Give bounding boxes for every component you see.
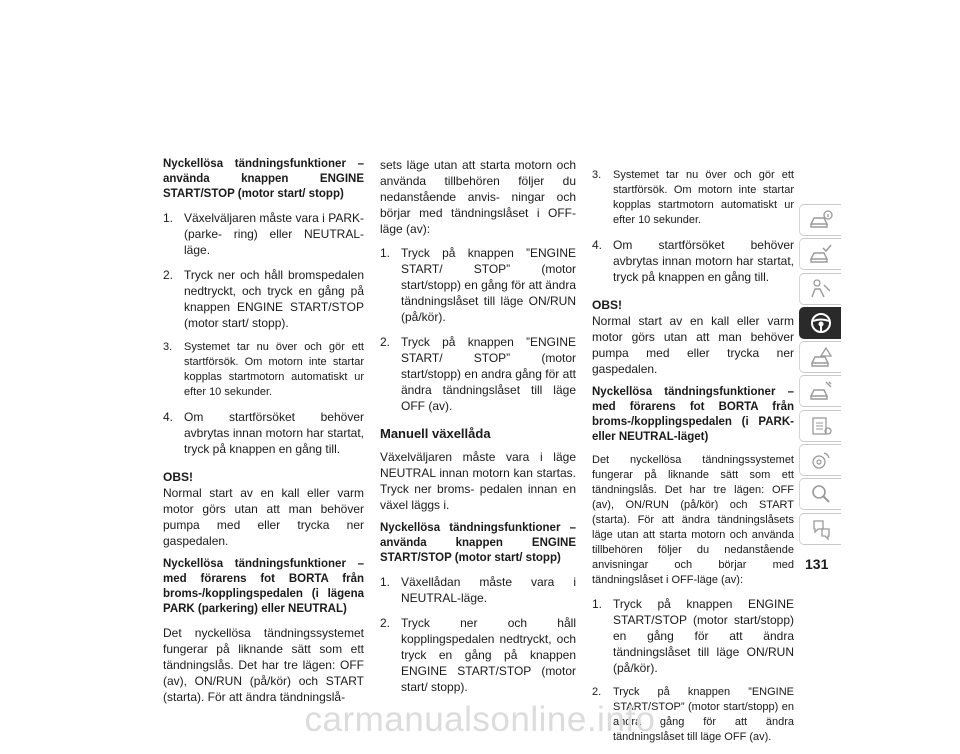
tab-multimedia[interactable] [799, 444, 841, 476]
list-item: 3. Systemet tar nu över och gör ett startförsök. Om motorn inte startar kopplas startmotorn automatiskt ur efter 10 sekunder. [592, 169, 794, 226]
specifications-icon [808, 414, 834, 438]
magnifier-icon [808, 482, 834, 506]
list-item: 2. Tryck på knappen ”ENGINE START/STOP” (motor start/stopp) en andra gång för att ändra tändningslåset till läge OFF (av). [592, 686, 794, 743]
page-number: 131 [805, 556, 829, 572]
start-steps-list-continued [592, 168, 794, 285]
car-info-icon [808, 208, 834, 232]
column-left [163, 157, 364, 713]
heading-foot-off-pedal-manual: Nyckellösa tändningsfunktioner – med förarens fot BORTA från broms-/kopplingspedalen (i PARK- eller NEUTRAL-läget) [592, 386, 794, 443]
list-item: 3. Systemet tar nu över och gör ett startförsök. Om motorn inte startar kopplas startmotorn automatiskt ur efter 10 sekunder. [163, 341, 364, 398]
heading-foot-off-pedal: Nyckellösa tändningsfunktioner – med förarens fot BORTA från broms-/kopplingspedalen (i lägena PARK (parkering) eller NEUTRAL) [163, 558, 364, 615]
chapter-tabs [799, 204, 841, 547]
paragraph-continued: sets läge utan att starta motorn och använda tillbehören följer du nedanstående anvis- ningar och börjar med tändningslåset i OFF-läge (av): [380, 158, 576, 236]
heading-keyless-start: Nyckellösa tändningsfunktioner – använda knappen ENGINE START/STOP (motor start/ stopp) [163, 158, 364, 200]
list-item: 1. Tryck på knappen ENGINE START/STOP (motor start/stopp) en gång för att ändra tändningslåset till läge ON/RUN (på/kör). [592, 597, 794, 675]
note-title: OBS! [163, 470, 193, 484]
paragraph-keyless-system: Det nyckellösa tändningssystemet fungerar på liknande sätt som ett tändningslås. Det har tre lägen: OFF (av), ON/RUN (på/kör) och START (starta). För att ändra tändningslåsets läge utan att starta motorn och använda tillbehören följer du nedanstående anvisningar och börjar med tändningslåset i OFF-läge (av): [592, 454, 794, 586]
tab-languages[interactable] [799, 513, 841, 545]
list-item: 2. Tryck ner och håll bromspedalen nedtryckt, och tryck en gång på knappen ENGINE START/STOP (motor start/ stopp). [163, 268, 364, 330]
list-item: 4. Om startförsöket behöver avbrytas innan motorn har startat, tryck på knappen en gång till. [592, 238, 794, 284]
paragraph-neutral: Växelväljaren måste vara i läge NEUTRAL innan motorn kan startas. Tryck ner broms- pedalen innan en växel läggs i. [380, 450, 576, 512]
manual-start-steps-list [380, 574, 576, 695]
tab-car-info[interactable] [799, 204, 841, 236]
language-icon [808, 517, 834, 541]
list-item: 1. Växellådan måste vara i NEUTRAL-läge. [380, 575, 576, 605]
multimedia-icon [808, 448, 834, 472]
car-service-icon [808, 379, 834, 403]
column-middle [380, 157, 576, 704]
column-right [592, 168, 794, 754]
note-title: OBS! [592, 298, 622, 312]
tab-specifications[interactable] [799, 410, 841, 442]
tab-car-warning[interactable] [799, 341, 841, 373]
list-item: 1. Växelväljaren måste vara i PARK- (parke- ring) eller NEUTRAL-läge. [163, 211, 364, 257]
car-warning-icon [808, 345, 834, 369]
list-item: 2. Tryck på knappen ”ENGINE START/ STOP” (motor start/stopp) en andra gång för att ändra tändningslåset till läge OFF (av). [380, 335, 576, 413]
section-title-manual-transmission: Manuell växellåda [380, 426, 491, 441]
ignition-steps-list [380, 245, 576, 414]
tab-index[interactable] [799, 478, 841, 510]
watermark: carmanualsonline.info [304, 700, 656, 739]
tab-car-check[interactable] [799, 238, 841, 270]
car-person-icon [808, 277, 834, 301]
list-item: 4. Om startförsöket behöver avbrytas innan motorn har startat, tryck på knappen en gång till. [163, 410, 364, 456]
note-text: Normal start av en kall eller varm motor görs utan att man behöver pumpa med eller trycka ner gaspedalen. [163, 486, 364, 548]
car-check-icon [808, 242, 834, 266]
heading-keyless-start-manual: Nyckellösa tändningsfunktioner – använda knappen ENGINE START/STOP (motor start/ stopp) [380, 522, 576, 564]
paragraph-keyless-system: Det nyckellösa tändningssystemet fungerar på liknande sätt som ett tändningslås. Det har tre lägen: OFF (av), ON/RUN (på/kör) och START (starta). För att ändra tändningslå- [163, 626, 364, 704]
steering-wheel-icon [808, 311, 834, 335]
tab-starting-driving[interactable] [799, 307, 841, 339]
start-steps-list [163, 210, 364, 457]
note-text: Normal start av en kall eller varm motor görs utan att man behöver pumpa med eller trycka ner gaspedalen. [592, 314, 794, 376]
list-item: 2. Tryck ner och håll kopplingspedalen nedtryckt, och tryck en gång på knappen ENGINE START/STOP (motor start/ stopp). [380, 616, 576, 694]
list-item: 1. Tryck på knappen ”ENGINE START/ STOP” (motor start/stopp) en gång för att ändra tändningslåset till läge ON/RUN (på/kör). [380, 246, 576, 324]
tab-car-person[interactable] [799, 273, 841, 305]
tab-car-service[interactable] [799, 375, 841, 407]
